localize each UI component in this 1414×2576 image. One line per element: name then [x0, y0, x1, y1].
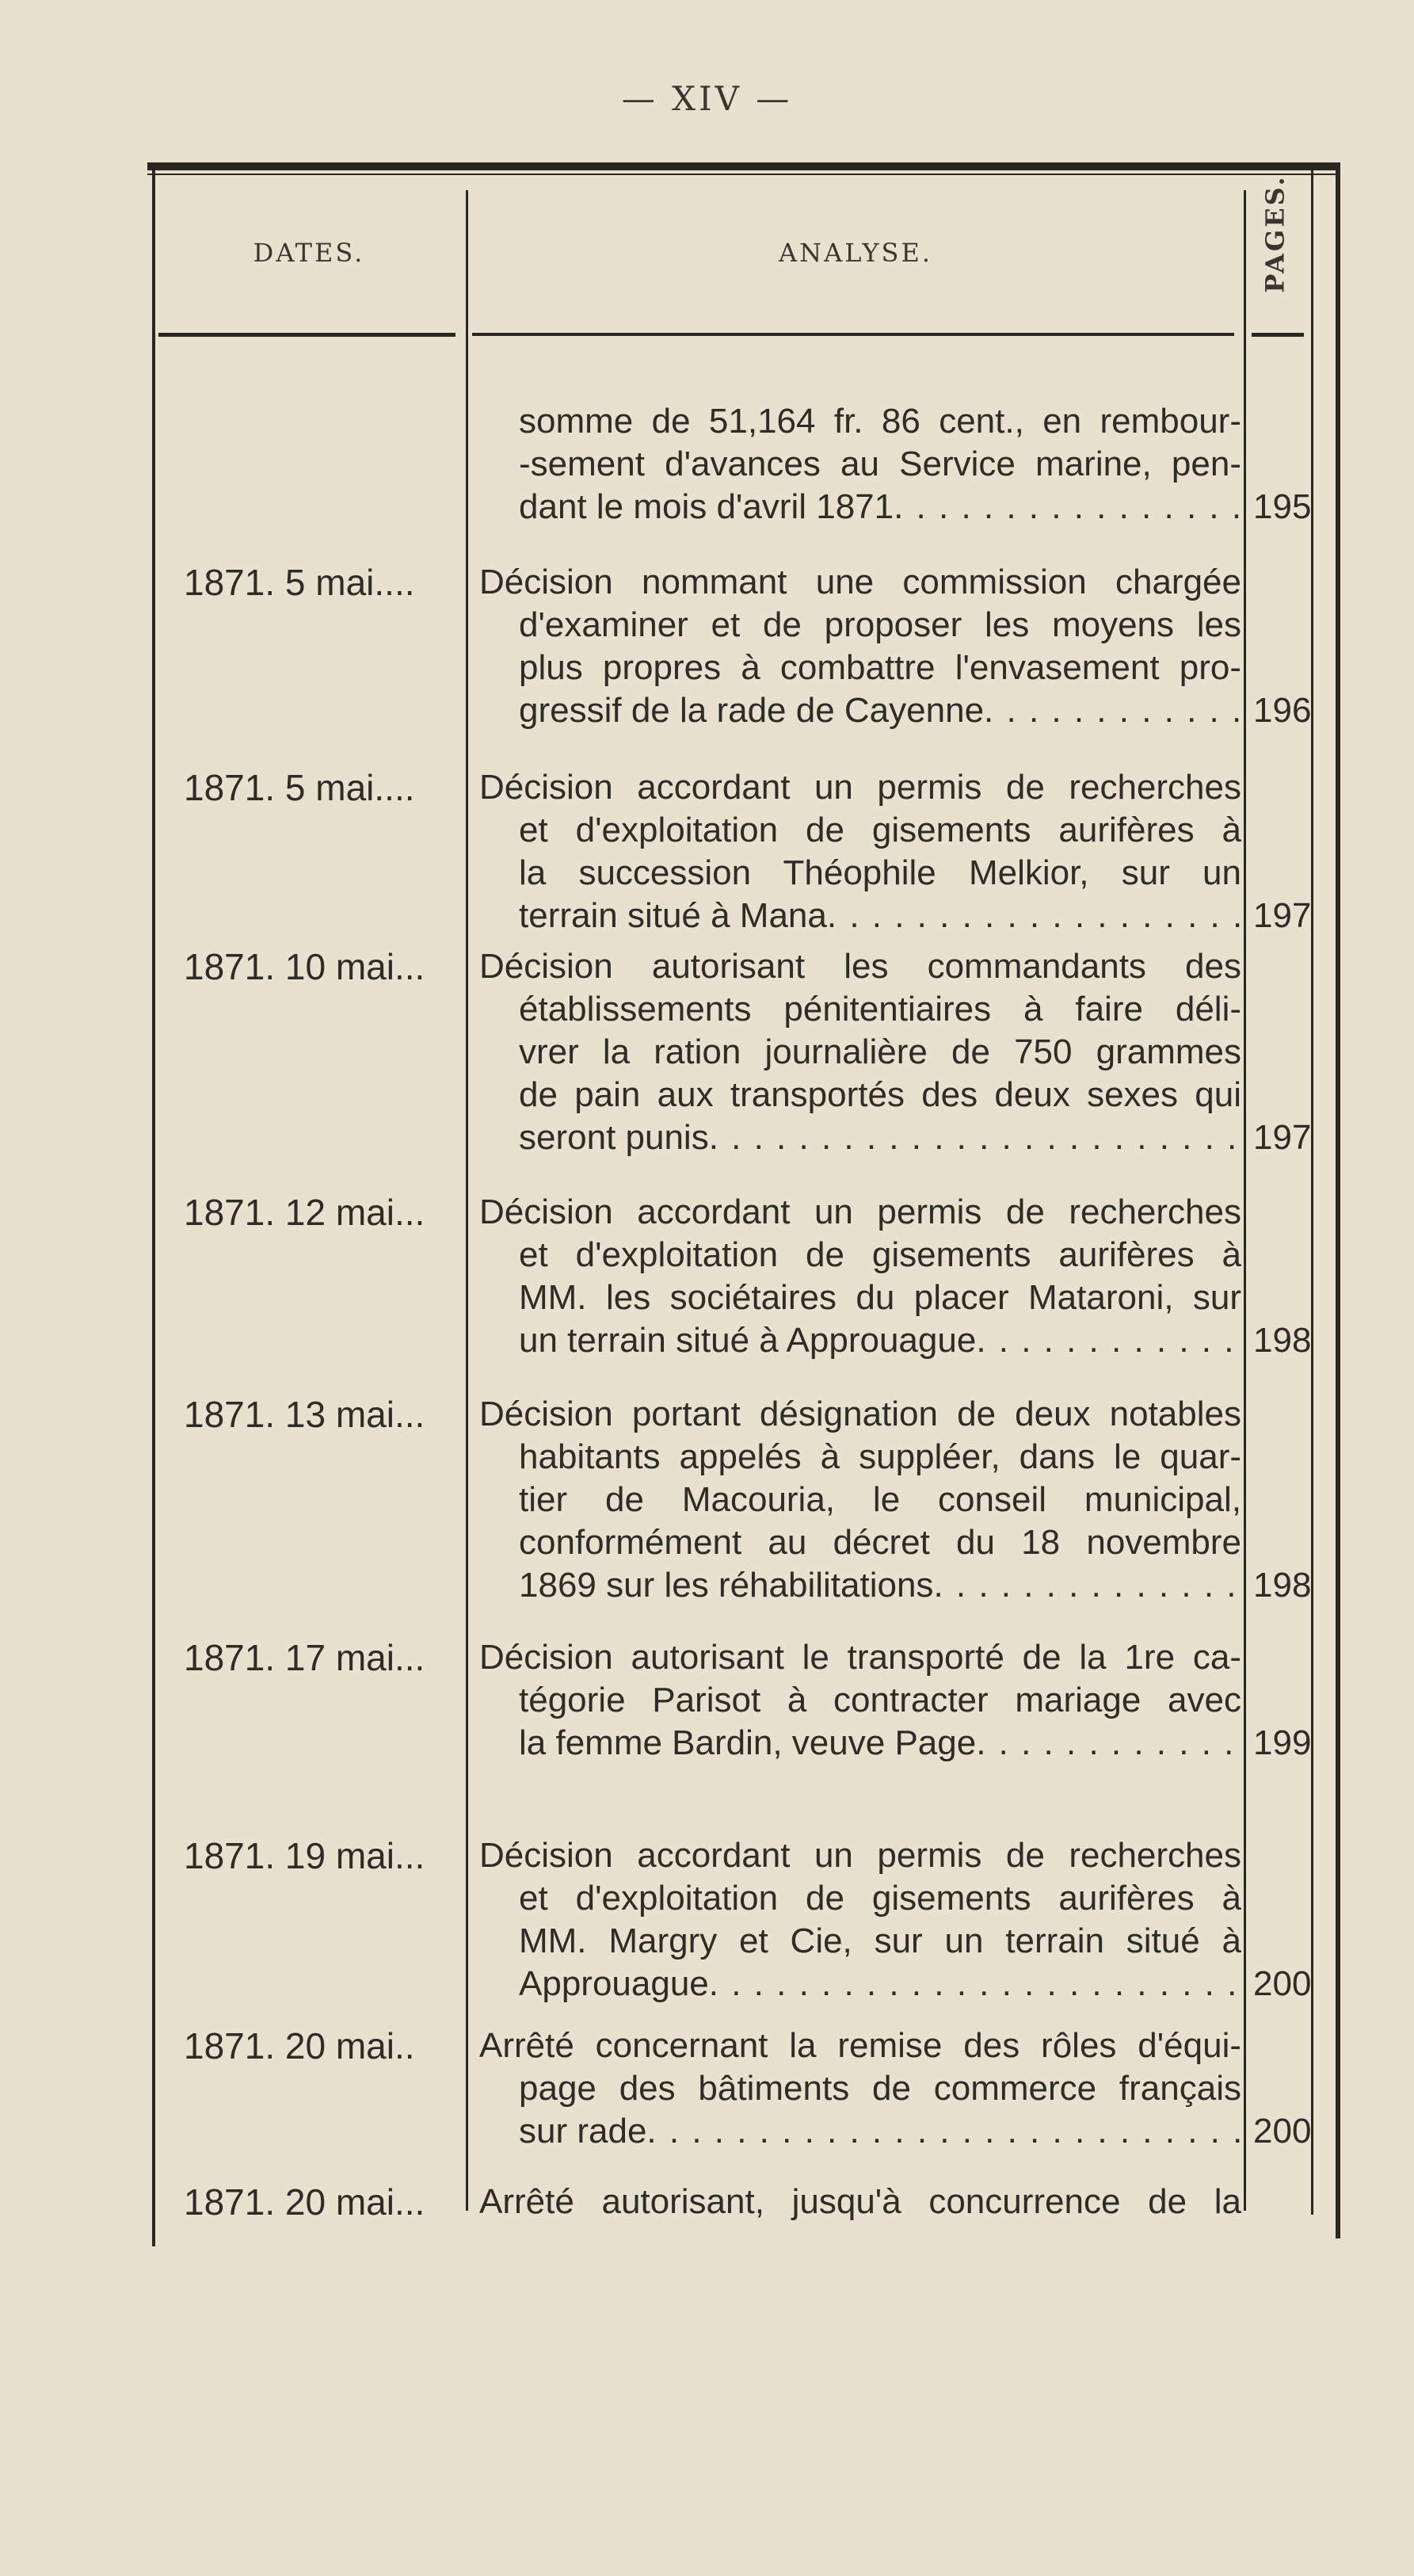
analysis-line: -sement d'avances au Service marine, pen- — [519, 445, 1241, 483]
analysis-line: et d'exploitation de gisements aurifères à — [519, 1235, 1241, 1274]
dot-leader — [984, 689, 1241, 732]
page-header: — XIV — — [621, 79, 793, 118]
analysis-line: Décision accordant un permis de recherches — [479, 1193, 1241, 1231]
dot-leader — [976, 1722, 1241, 1765]
analysis-line — [479, 1116, 1241, 1159]
entry-page-number: 200 — [1253, 2112, 1312, 2150]
analysis-line: somme de 51,164 fr. 86 cent., en rembour- — [519, 402, 1241, 441]
entry-analysis — [479, 1393, 1241, 1607]
analysis-line: de pain aux transportés des deux sexes qui — [519, 1075, 1241, 1114]
entry-page-number: 198 — [1253, 1566, 1312, 1605]
analysis-line — [479, 486, 1241, 529]
entry-page-number: 197 — [1253, 896, 1312, 935]
entry-page-number: 198 — [1253, 1321, 1312, 1360]
pages-column-right-rule — [1311, 170, 1313, 2215]
entry-page-number: 199 — [1253, 1723, 1312, 1762]
entry-date: 1871. 20 mai.. — [184, 2025, 415, 2067]
entry-date: 1871. 19 mai... — [184, 1835, 425, 1876]
analysis-line-text: terrain situé à Mana — [519, 896, 827, 935]
analysis-line: et d'exploitation de gisements aurifères à — [519, 1879, 1241, 1918]
dot-leader — [894, 486, 1241, 529]
analysis-line: Décision autorisant les commandants des — [479, 947, 1241, 986]
header-rule-dates — [158, 333, 455, 337]
analysis-line: Décision autorisant le transporté de la 1re ca- — [479, 1638, 1241, 1677]
analysis-line: et d'exploitation de gisements aurifères à — [519, 811, 1241, 849]
analysis-line: Arrêté concernant la remise des rôles d'équi- — [479, 2026, 1241, 2065]
analysis-line: la succession Théophile Melkior, sur un — [519, 853, 1241, 892]
analysis-line-text: sur rade — [519, 2112, 647, 2150]
analysis-line: Décision accordant un permis de recherches — [479, 1836, 1241, 1875]
analysis-line-text: la femme Bardin, veuve Page — [519, 1723, 977, 1762]
dot-leader — [646, 2110, 1241, 2153]
analysis-line — [479, 2110, 1241, 2153]
entry-date: 1871. 17 mai... — [184, 1637, 425, 1678]
analysis-line — [479, 1564, 1241, 1607]
dot-leader — [709, 1116, 1241, 1159]
analysis-line — [479, 1722, 1241, 1765]
entry-analysis — [479, 2025, 1241, 2153]
entry-page-number: 200 — [1253, 1964, 1312, 2003]
entry-analysis — [479, 945, 1241, 1159]
table-top-rule-thin — [147, 174, 1336, 175]
analysis-line-text: dant le mois d'avril 1871 — [519, 487, 894, 526]
analysis-line: MM. Margry et Cie, sur un terrain situé à — [519, 1922, 1241, 1960]
entry-date: 1871. 5 mai.... — [184, 767, 415, 808]
entry-analysis — [479, 766, 1241, 937]
column-divider-pages — [1244, 190, 1246, 2211]
analysis-line: MM. les sociétaires du placer Mataroni, sur — [519, 1278, 1241, 1317]
analysis-line: établissements pénitentiaires à faire déli- — [519, 990, 1241, 1028]
entry-analysis — [479, 561, 1241, 732]
analysis-line: Décision accordant un permis de recherches — [479, 768, 1241, 807]
header-pages: PAGES. — [1260, 174, 1291, 293]
analysis-line — [479, 1963, 1241, 2005]
entry-analysis — [479, 2181, 1241, 2223]
entry-analysis — [479, 1834, 1241, 2005]
analysis-line: tier de Macouria, le conseil municipal, — [519, 1480, 1241, 1519]
header-rule-analysis — [472, 333, 1234, 336]
analysis-line-text: un terrain situé à Approuague — [519, 1321, 977, 1360]
entry-date: 1871. 13 mai... — [184, 1394, 425, 1435]
analysis-line-text: gressif de la rade de Cayenne — [519, 691, 985, 730]
table-left-rule — [152, 170, 155, 2246]
analysis-line: d'examiner et de proposer les moyens les — [519, 605, 1241, 644]
table-top-rule — [147, 162, 1336, 170]
analysis-line — [479, 895, 1241, 937]
dot-leader — [827, 895, 1241, 937]
entry-analysis — [479, 1636, 1241, 1765]
entry-date: 1871. 20 mai... — [184, 2181, 425, 2223]
analysis-line: page des bâtiments de commerce français — [519, 2069, 1241, 2108]
entry-page-number: 196 — [1253, 691, 1312, 730]
entry-analysis — [479, 400, 1241, 529]
header-analysis: ANALYSE. — [779, 238, 932, 268]
analysis-line: conformément au décret du 18 novembre — [519, 1523, 1241, 1562]
dot-leader — [933, 1564, 1241, 1607]
header-rule-pages — [1252, 333, 1304, 337]
analysis-line: Arrêté autorisant, jusqu'à concurrence de la — [479, 2182, 1241, 2221]
analysis-line-text: 1869 sur les réhabilitations — [519, 1566, 934, 1605]
analysis-line: tégorie Parisot à contracter mariage avec — [519, 1681, 1241, 1719]
column-divider-dates — [466, 190, 468, 2211]
entry-page-number: 195 — [1253, 487, 1312, 526]
analysis-line: plus propres à combattre l'envasement pro- — [519, 648, 1241, 687]
entry-date: 1871. 10 mai... — [184, 946, 425, 987]
analysis-line — [479, 689, 1241, 732]
entry-page-number: 197 — [1253, 1118, 1312, 1157]
dot-leader — [976, 1319, 1241, 1362]
entry-date: 1871. 5 mai.... — [184, 562, 415, 603]
dot-leader — [709, 1963, 1241, 2005]
analysis-line: Décision nommant une commission chargée — [479, 563, 1241, 601]
table-right-rule — [1336, 162, 1340, 2238]
analysis-line-text: Approuague — [519, 1964, 709, 2003]
header-dates: DATES. — [253, 238, 365, 268]
entry-date: 1871. 12 mai... — [184, 1192, 425, 1233]
analysis-line: Décision portant désignation de deux notables — [479, 1395, 1241, 1433]
analysis-line: habitants appelés à suppléer, dans le quar- — [519, 1437, 1241, 1476]
analysis-line: vrer la ration journalière de 750 grammes — [519, 1032, 1241, 1071]
analysis-line-text: seront punis — [519, 1118, 709, 1157]
entry-analysis — [479, 1191, 1241, 1362]
analysis-line — [479, 1319, 1241, 1362]
